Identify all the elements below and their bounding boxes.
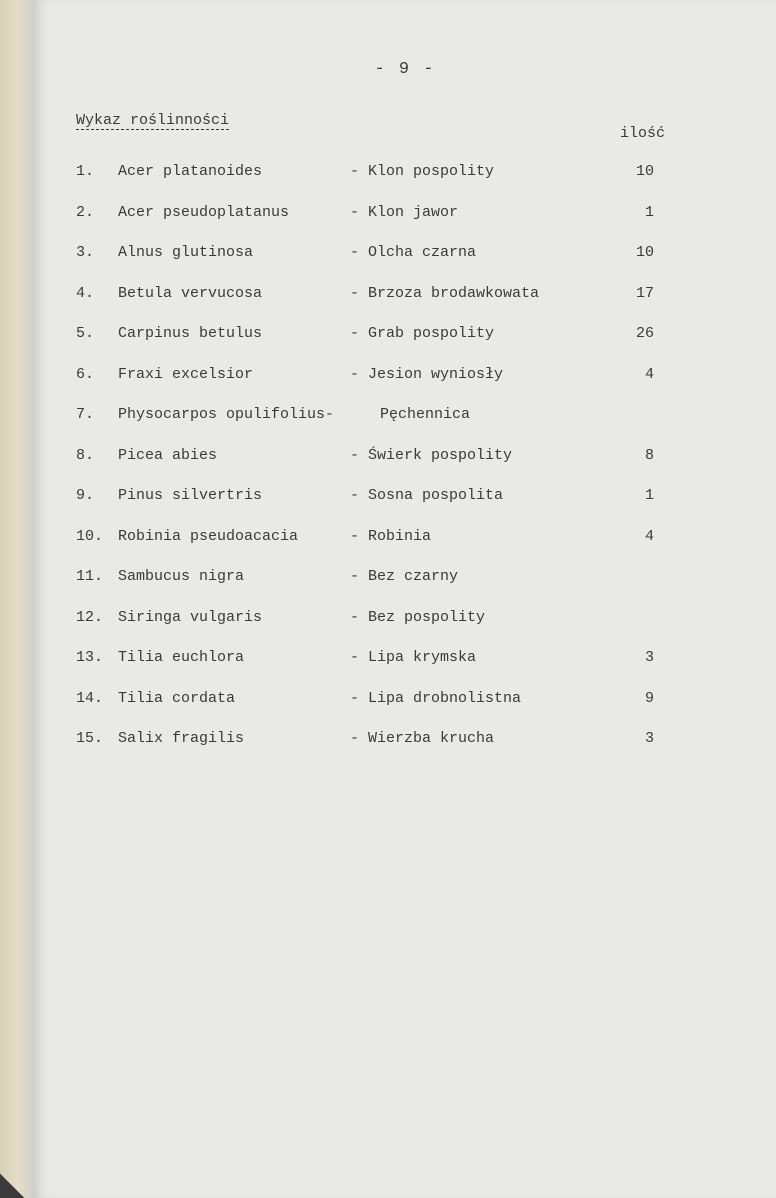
quantity: 10 bbox=[635, 163, 654, 180]
quantity: 8 bbox=[644, 446, 654, 464]
quantity: 3 bbox=[644, 730, 654, 747]
latin-name: Carpinus betulus bbox=[118, 325, 263, 342]
latin-name: Pinus silvertris bbox=[118, 487, 263, 504]
polish-name: - Sosna pospolita bbox=[350, 487, 504, 504]
list-item bbox=[34, 447, 776, 488]
polish-name: Pęchennica bbox=[380, 406, 471, 423]
quantity: 9 bbox=[644, 689, 654, 707]
list-item bbox=[34, 325, 776, 366]
polish-name: - Bez pospolity bbox=[350, 608, 486, 626]
list-item bbox=[34, 406, 776, 447]
list-item bbox=[34, 528, 776, 569]
list-item bbox=[34, 163, 776, 204]
list-item bbox=[34, 690, 776, 731]
polish-name: - Świerk pospolity bbox=[350, 446, 513, 464]
item-number: 9. bbox=[76, 487, 95, 504]
latin-name: Sambucus nigra bbox=[118, 568, 245, 585]
latin-name: Acer platanoides bbox=[118, 163, 263, 180]
scan-corner-shadow bbox=[0, 1158, 40, 1198]
item-number: 8. bbox=[76, 446, 95, 464]
quantity: 17 bbox=[635, 284, 654, 302]
item-number: 12. bbox=[76, 608, 104, 626]
polish-name: - Klon pospolity bbox=[350, 163, 495, 180]
list-item bbox=[34, 366, 776, 407]
list-item bbox=[34, 649, 776, 690]
polish-name: - Bez czarny bbox=[350, 568, 459, 585]
document-page bbox=[34, 0, 776, 1198]
polish-name: - Brzoza brodawkowata bbox=[350, 284, 540, 302]
polish-name: - Lipa krymska bbox=[350, 649, 477, 666]
quantity: 26 bbox=[635, 325, 654, 342]
item-number: 6. bbox=[76, 365, 95, 383]
binding-spine bbox=[0, 0, 34, 1198]
latin-name: Picea abies bbox=[118, 446, 218, 464]
quantity: 4 bbox=[644, 365, 654, 383]
item-number: 11. bbox=[76, 568, 104, 585]
polish-name: - Olcha czarna bbox=[350, 244, 477, 261]
quantity: 4 bbox=[644, 527, 654, 545]
latin-name: Fraxi excelsior bbox=[118, 365, 254, 383]
polish-name: - Wierzba krucha bbox=[350, 730, 495, 747]
latin-name: Tilia euchlora bbox=[118, 649, 245, 666]
polish-name: - Jesion wyniosły bbox=[350, 365, 504, 383]
latin-name: Siringa vulgaris bbox=[118, 608, 263, 626]
item-number: 5. bbox=[76, 325, 95, 342]
item-number: 2. bbox=[76, 203, 95, 221]
item-number: 10. bbox=[76, 527, 104, 545]
list-item bbox=[34, 487, 776, 528]
list-title: Wykaz roślinności bbox=[76, 112, 230, 129]
quantity: 1 bbox=[644, 487, 654, 504]
item-number: 13. bbox=[76, 649, 104, 666]
list-item bbox=[34, 285, 776, 326]
list-item bbox=[34, 730, 776, 771]
latin-name: Acer pseudoplatanus bbox=[118, 203, 290, 221]
latin-name: Physocarpos opulifolius- bbox=[118, 406, 335, 423]
polish-name: - Robinia bbox=[350, 527, 432, 545]
polish-name: - Klon jawor bbox=[350, 203, 459, 221]
item-number: 7. bbox=[76, 406, 95, 423]
quantity-column-header: ilość bbox=[620, 125, 666, 142]
latin-name: Robinia pseudoacacia bbox=[118, 527, 299, 545]
quantity: 1 bbox=[644, 203, 654, 221]
quantity: 10 bbox=[635, 244, 654, 261]
item-number: 3. bbox=[76, 244, 95, 261]
latin-name: Alnus glutinosa bbox=[118, 244, 254, 261]
item-number: 14. bbox=[76, 689, 104, 707]
list-item bbox=[34, 204, 776, 245]
list-item bbox=[34, 244, 776, 285]
item-number: 15. bbox=[76, 730, 104, 747]
list-item bbox=[34, 568, 776, 609]
latin-name: Tilia cordata bbox=[118, 689, 236, 707]
page-number: - 9 - bbox=[374, 60, 436, 79]
polish-name: - Lipa drobnolistna bbox=[350, 689, 522, 707]
plant-list bbox=[34, 163, 776, 771]
latin-name: Salix fragilis bbox=[118, 730, 245, 747]
item-number: 4. bbox=[76, 284, 95, 302]
quantity: 3 bbox=[644, 649, 654, 666]
latin-name: Betula vervucosa bbox=[118, 284, 263, 302]
item-number: 1. bbox=[76, 163, 95, 180]
polish-name: - Grab pospolity bbox=[350, 325, 495, 342]
list-item bbox=[34, 609, 776, 650]
